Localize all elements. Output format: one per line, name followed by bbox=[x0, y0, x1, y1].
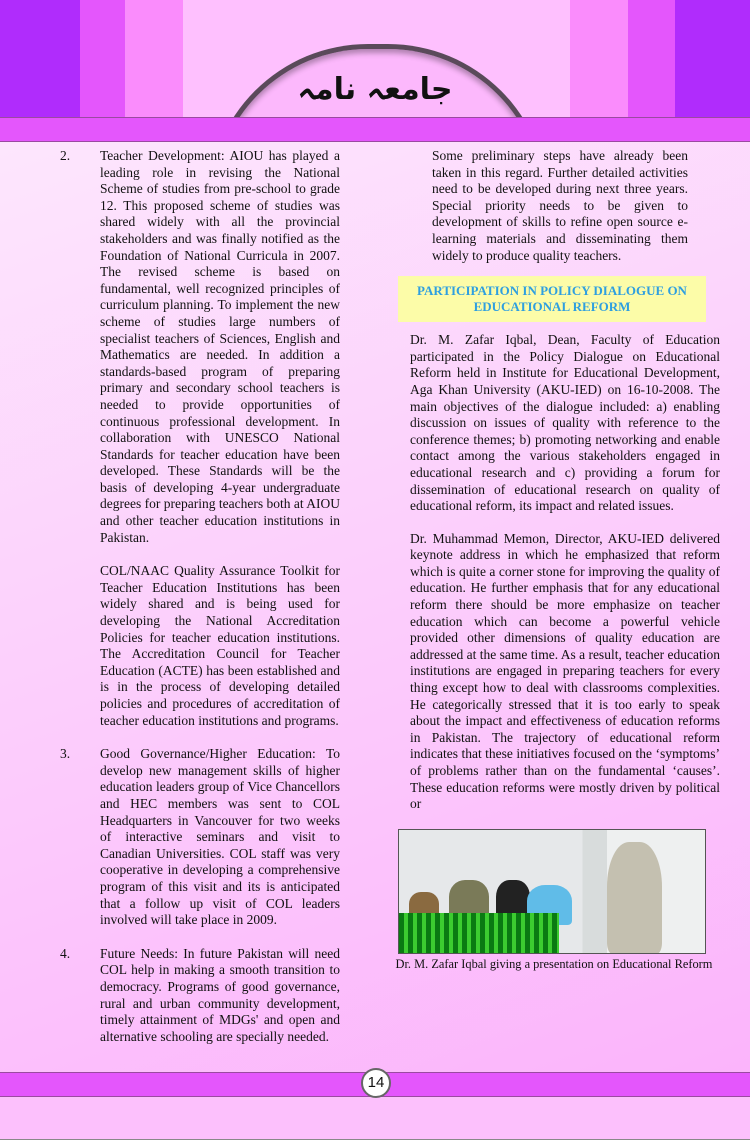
page-body bbox=[0, 142, 750, 1072]
item-good-governance: Good Governance/Higher Education: To develop new management skills of higher education leaders group of Vice Chancellors and HEC members was sent to COL Headquarters in Vancouver for two weeks of interactive seminars and visit to Canadian Universities. COL staff was very cooperative in developing a comprehensive program of this visit and its is anticipated that a follow up visit of COL leaders involved will take place in 2009. bbox=[100, 746, 340, 928]
photo-caption: Dr. M. Zafar Iqbal giving a presentation on Educational Reform bbox=[395, 956, 713, 971]
item-future-needs: Future Needs: In future Pakistan will need COL help in making a smooth transition to democracy. Programs of good governance, rural and urban community development, timely attainment of MDGs' and open and alternative schooling are specially needed. bbox=[100, 945, 340, 1044]
paragraph-intro: Some preliminary steps have already been taken in this regard. Further detailed activities need to be developed during next three years. Special priority needs to be given to development of skills to refine open source e-learning materials and disseminating them widely to produce quality teachers. bbox=[432, 148, 688, 263]
item-teacher-development: Teacher Development: AIOU has played a leading role in revising the National Scheme of studies from pre-school to grade 12. This proposed scheme of studies was shared widely with all the provincial stakeholders and was finally notified as the Foundation of National Curricula in 2007. The revised scheme is based on fundamental, well recognized principles of curriculum planning. To implement the new scheme of studies large numbers of specialist teachers of Sciences, English and Mathematics are needed. In addition a standards-based program of preparing primary and secondary school teachers is needed to provide opportunities of continuous professional development. In collaboration with UNESCO National Standards for teacher education have been developed. These Standards will be the basis of developing 4-year undergraduate degrees for preparing teachers both at AIOU and other teacher education institutions in Pakistan. bbox=[100, 148, 340, 545]
list-item bbox=[60, 746, 340, 929]
list-item bbox=[60, 148, 340, 546]
paragraph-keynote: Dr. Muhammad Memon, Director, AKU-IED delivered keynote address in which he emphasized that reform which is quite a corner stone for improving the quality of education. He further emphasis that for any educational reform there should be more emphasize on teacher education which can become a powerful vehicle provided other dimensions of quality education are addressed at the same time. As a result, teacher education institutions are engaged in preparing teachers for every thing except how to deal with classrooms complexities. He categorically stressed that it is too early to speak about the impact and effectiveness of education reforms in Pakistan. The trajectory of educational reform indicates that these initiatives focused on the ‘symptoms’ of problems rather than on the fundamental ‘causes’. These education reforms were mostly driven by political or bbox=[410, 530, 721, 812]
section-heading: PARTICIPATION IN POLICY DIALOGUE ON EDUCATIONAL REFORM bbox=[398, 276, 706, 322]
paragraph-col-naac: COL/NAAC Quality Assurance Toolkit for Teacher Education Institutions has been widely shared and is being used for developing the National Accreditation Policies for teacher education institutions. The Accreditation Council for Teacher Education (ACTE) has been established and is in the process of developing detailed policies and procedures of accreditation of teacher education institutions and programs. bbox=[100, 563, 340, 728]
right-column bbox=[395, 148, 721, 1062]
header-band bbox=[0, 117, 750, 142]
item-number: 3. bbox=[60, 746, 71, 762]
item-number: 2. bbox=[60, 148, 71, 163]
page-number: 14 bbox=[361, 1068, 391, 1098]
list-item bbox=[60, 946, 340, 1046]
presentation-photo bbox=[398, 829, 706, 954]
masthead-title: جامعہ نامہ bbox=[297, 72, 453, 107]
footer-strip bbox=[0, 1097, 750, 1140]
footer-band bbox=[0, 1072, 750, 1097]
left-column bbox=[60, 148, 340, 1062]
header-banner bbox=[0, 0, 750, 117]
item-number: 4. bbox=[60, 945, 71, 961]
list-item bbox=[60, 563, 340, 729]
item-number bbox=[60, 563, 100, 729]
paragraph-policy-dialogue: Dr. M. Zafar Iqbal, Dean, Faculty of Education participated in the Policy Dialogue on Educational Reform held in Institute for Educational Development, Aga Khan University (AKU-IED) on 16-10-2008. The main objectives of the dialogue included: a) enabling discussion on issues of quality with reference to the conference themes; b) promoting networking and enable contact among the various stakeholders engaged in educational research and c) providing a forum for dissemination of educational research on quality of educational reform, its impact and related issues. bbox=[410, 332, 720, 514]
